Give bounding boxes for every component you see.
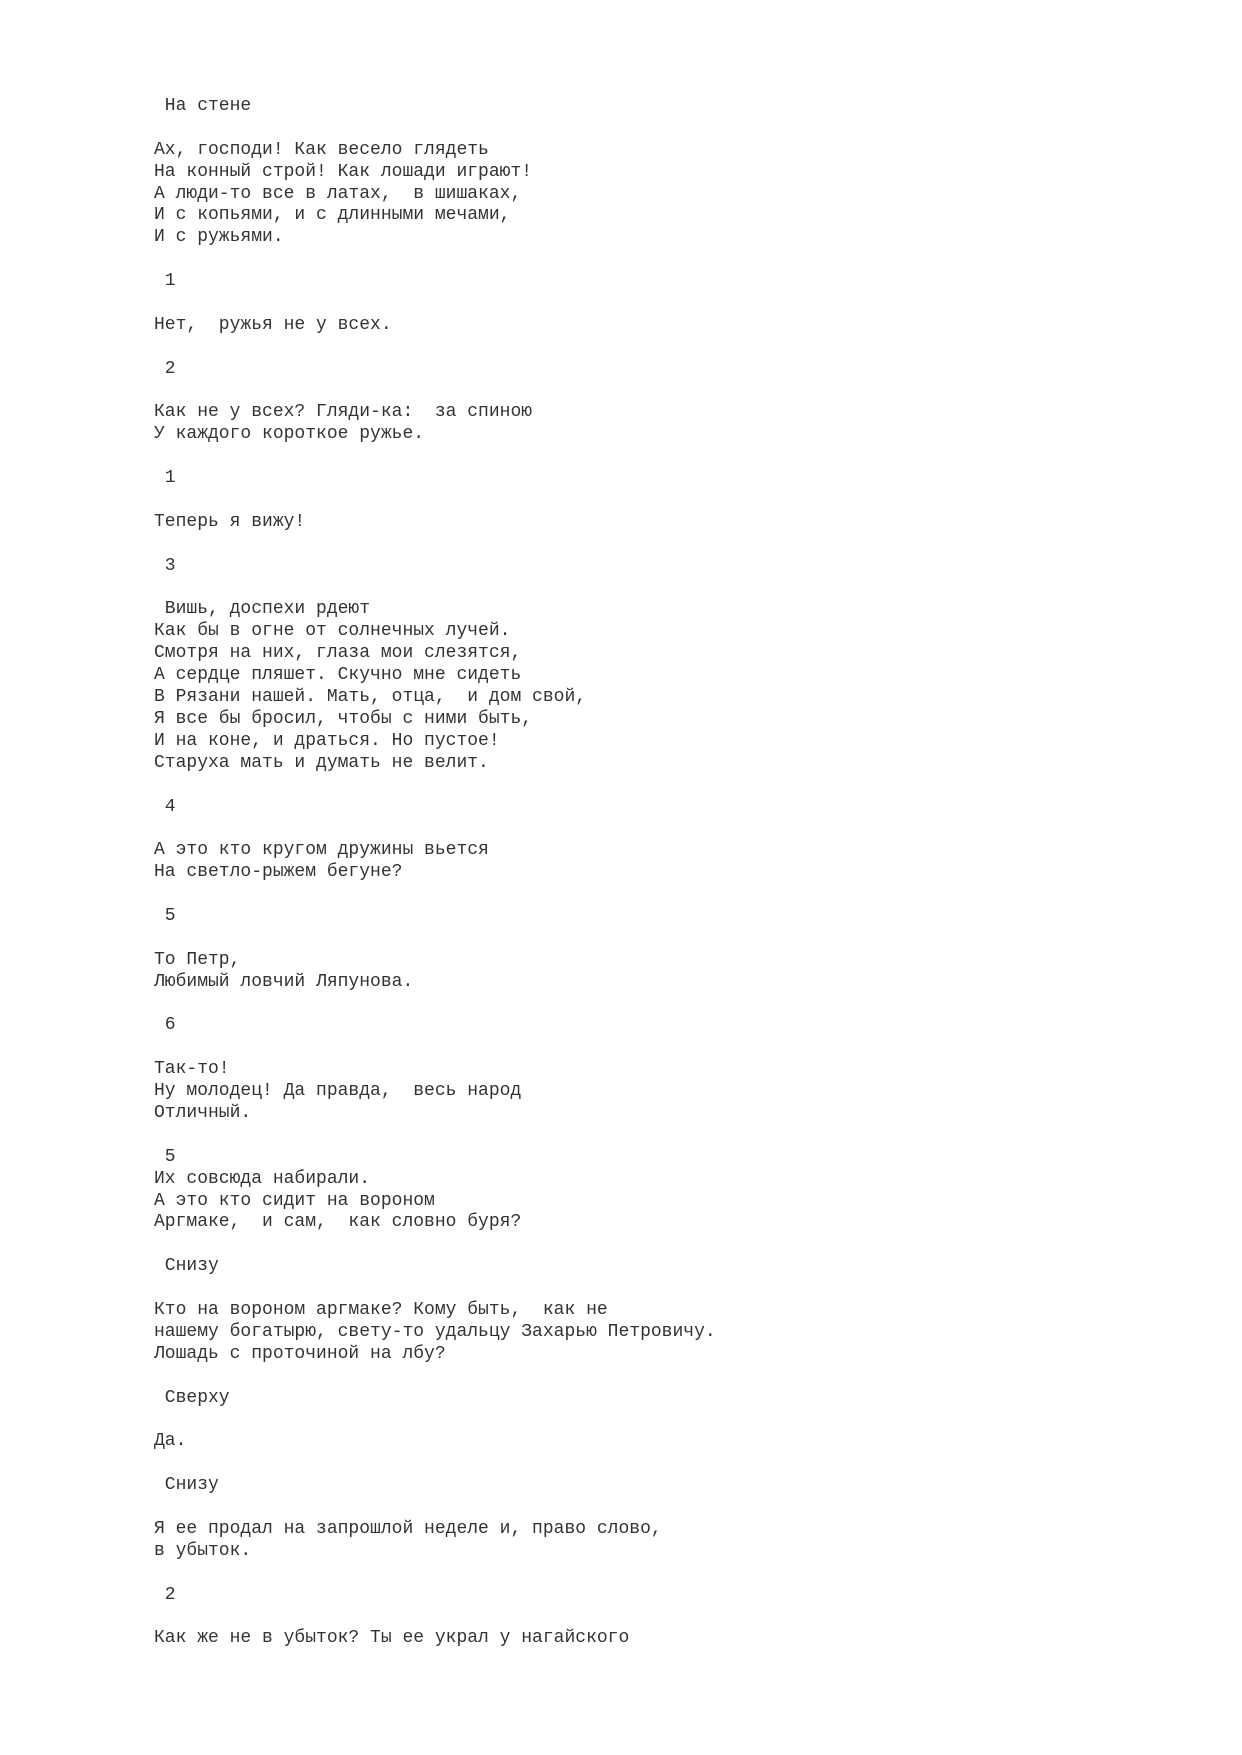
text-line: Теперь я вижу! [154, 511, 306, 532]
text-line: Старуха мать и думать не велит. [154, 752, 489, 773]
text-line [154, 1125, 1154, 1147]
text-line [154, 994, 1154, 1016]
text-line [154, 1606, 1154, 1628]
text-line [154, 1497, 1154, 1519]
text-line: У каждого короткое ружье. [154, 424, 425, 445]
text-line: Ну молодец! Да правда, весь народ [154, 1081, 522, 1102]
text-line: нашему богатырю, свету-то удальцу Захарью Петровичу. [154, 1321, 716, 1342]
text-line: Отличный. [154, 1102, 252, 1123]
text-line [154, 1409, 1154, 1431]
text-line: На стене [154, 96, 252, 116]
text-line [154, 1366, 1154, 1388]
text-line [154, 578, 1154, 600]
text-line: Как не у всех? Гляди-ка: за спиною [154, 402, 533, 423]
text-line [154, 1234, 1154, 1256]
play-text [154, 96, 1154, 1650]
text-line [154, 381, 1154, 403]
text-line: Аргмаке, и сам, как словно буря? [154, 1212, 522, 1233]
text-line: На светло-рыжем бегуне? [154, 862, 403, 883]
text-line: То Петр, [154, 949, 241, 970]
text-line [154, 337, 1154, 359]
text-line [154, 1453, 1154, 1475]
text-line [154, 775, 1154, 797]
text-line: 2 [154, 358, 176, 379]
text-line [154, 490, 1154, 512]
text-line: Ах, господи! Как весело глядеть [154, 139, 489, 160]
text-line: 5 [154, 905, 176, 926]
text-line: В Рязани нашей. Мать, отца, и дом свой, [154, 687, 587, 708]
text-line: Смотря на них, глаза мои слезятся, [154, 643, 522, 664]
text-line: Да. [154, 1431, 187, 1452]
text-line: 2 [154, 1584, 176, 1605]
text-line: Кто на вороном аргмаке? Кому быть, как не [154, 1299, 608, 1320]
text-line: 5 [154, 1146, 176, 1167]
text-line: Сверху [154, 1387, 230, 1408]
text-line: Я ее продал на запрошлой неделе и, право слово, [154, 1518, 662, 1539]
text-line [154, 249, 1154, 271]
text-line: 6 [154, 1015, 176, 1036]
text-line: 1 [154, 468, 176, 489]
text-line: Любимый ловчий Ляпунова. [154, 971, 414, 992]
text-line [154, 446, 1154, 468]
text-line: А люди-то все в латах, в шишаках, [154, 183, 522, 204]
text-line: И на коне, и драться. Но пустое! [154, 730, 500, 751]
text-line [154, 884, 1154, 906]
text-line [154, 818, 1154, 840]
text-line [154, 534, 1154, 556]
text-line: А сердце пляшет. Скучно мне сидеть [154, 665, 522, 686]
text-line: Как же не в убыток? Ты ее украл у нагайского [154, 1628, 630, 1649]
text-line: А это кто сидит на вороном [154, 1190, 435, 1211]
text-line: Так-то! [154, 1059, 230, 1080]
text-line: На конный строй! Как лошади играют! [154, 161, 533, 182]
text-line: в убыток. [154, 1540, 252, 1561]
text-line: А это кто кругом дружины вьется [154, 840, 489, 861]
text-line [154, 1563, 1154, 1585]
text-line: И с копьями, и с длинными мечами, [154, 205, 511, 226]
text-line: 1 [154, 271, 176, 292]
text-line: 3 [154, 555, 176, 576]
text-line: Снизу [154, 1256, 219, 1277]
text-line: Я все бы бросил, чтобы с ними быть, [154, 708, 533, 729]
text-line: Снизу [154, 1475, 219, 1496]
text-line [154, 1037, 1154, 1059]
text-line: Как бы в огне от солнечных лучей. [154, 621, 511, 642]
text-line [154, 1278, 1154, 1300]
text-line: Лошадь с проточиной на лбу? [154, 1343, 446, 1364]
text-line: Нет, ружья не у всех. [154, 314, 392, 335]
text-line: Их совсюда набирали. [154, 1168, 371, 1189]
text-line: Вишь, доспехи рдеют [154, 599, 371, 620]
text-line [154, 293, 1154, 315]
text-line [154, 928, 1154, 950]
text-line [154, 118, 1154, 140]
text-line: И с ружьями. [154, 227, 284, 248]
text-line: 4 [154, 796, 176, 817]
